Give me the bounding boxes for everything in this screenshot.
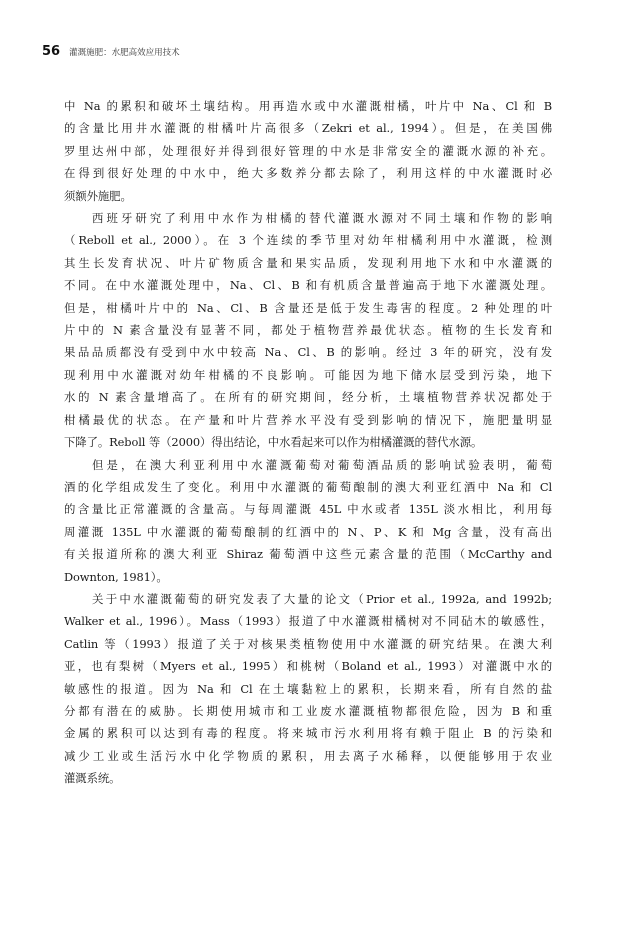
text-line: 片中的 N 素含量没有显著不同，都处于植物营养最优状态。植物的生长发育和 — [64, 323, 552, 338]
text-line: 在得到很好处理的中水中，绝大多数养分都去除了，利用这样的中水灌溉时必 — [64, 166, 552, 181]
text-line: 金属的累积可以达到有毒的程度。将来城市污水利用将有赖于阻止 B 的污染和 — [64, 726, 552, 741]
paragraph — [64, 454, 552, 588]
text-line: 罗里达州中部，处理很好并得到很好管理的中水是非常安全的灌溉水源的补充。 — [64, 143, 552, 158]
body-text — [64, 95, 552, 790]
paragraph — [64, 588, 552, 790]
text-line: 亚，也有梨树（Myers et al., 1995）和桃树（Boland et al., 1993）对灌溉中水的 — [64, 659, 552, 674]
text-line: 柑橘最优的状态。在产量和叶片营养水平没有受到影响的情况下，施肥量明显 — [64, 412, 552, 427]
text-line: Catlin 等（1993）报道了关于对核果类植物使用中水灌溉的研究结果。在澳大利 — [64, 636, 552, 651]
text-line: Walker et al., 1996）。Mass（1993）报道了中水灌溉柑橘树对不同砧木的敏感性， — [64, 614, 552, 629]
text-line: 有关报道所称的澳大利亚 Shiraz 葡萄酒中这些元素含量的范围（McCarthy and — [64, 547, 552, 562]
text-line: 果品品质都没有受到中水中较高 Na、Cl、B 的影响。经过 3 年的研究，没有发 — [64, 345, 552, 360]
running-title: 灌溉施肥：水肥高效应用技术 — [69, 48, 180, 58]
text-line: 但是，柑橘叶片中的 Na、Cl、B 含量还是低于发生毒害的程度。2 种处理的叶 — [64, 300, 552, 315]
paragraph — [64, 207, 552, 453]
page-number: 56 — [42, 44, 61, 59]
text-line: 的含量比用井水灌溉的柑橘叶片高很多（Zekri et al., 1994）。但是，在美国佛 — [64, 121, 552, 136]
text-line: 但是，在澳大利亚利用中水灌溉葡萄对葡萄酒品质的影响试验表明，葡萄 — [92, 457, 552, 472]
text-line: （Reboll et al., 2000）。在 3 个连续的季节里对幼年柑橘利用中水灌溉，检测 — [64, 233, 552, 248]
text-line: 关于中水灌溉葡萄的研究发表了大量的论文（Prior et al., 1992a, and 1992b; — [92, 591, 552, 606]
text-line: 须额外施肥。 — [64, 188, 132, 203]
text-line: 分都有潜在的威胁。长期使用城市和工业废水灌溉植物都很危险，因为 B 和重 — [64, 703, 552, 718]
text-line: 水的 N 素含量增高了。在所有的研究期间，经分析，土壤植物营养状况都处于 — [64, 390, 552, 405]
text-line: 西班牙研究了利用中水作为柑橘的替代灌溉水源对不同土壤和作物的影响 — [92, 211, 552, 226]
text-line: 周灌溉 135L 中水灌溉的葡萄酿制的红酒中的 N、P、K 和 Mg 含量，没有高出 — [64, 524, 552, 539]
text-line: 不同。在中水灌溉处理中，Na、Cl、B 和有机质含量普遍高于地下水灌溉处理。 — [64, 278, 552, 293]
text-line: 敏感性的报道。因为 Na 和 Cl 在土壤黏粒上的累积，长期来看，所有自然的盐 — [64, 681, 552, 696]
paragraph — [64, 95, 552, 207]
text-line: 灌溉系统。 — [64, 771, 121, 786]
text-line: 减少工业或生活污水中化学物质的累积，用去离子水稀释，以便能够用于农业 — [64, 748, 552, 763]
text-line: 其生长发育状况、叶片矿物质含量和果实品质，发现利用地下水和中水灌溉的 — [64, 255, 552, 270]
text-line: 下降了。Reboll 等（2000）得出结论，中水看起来可以作为柑橘灌溉的替代水源。 — [64, 435, 483, 450]
page-header — [42, 44, 180, 59]
text-line: 现利用中水灌溉对幼年柑橘的不良影响。可能因为地下储水层受到污染，地下 — [64, 367, 552, 382]
text-line: 的含量比正常灌溉的含量高。与每周灌溉 45L 中水或者 135L 淡水相比，利用每 — [64, 502, 552, 517]
text-line: 酒的化学组成发生了变化。利用中水灌溉的葡萄酿制的澳大利亚红酒中 Na 和 Cl — [64, 479, 552, 494]
text-line: 中 Na 的累积和破坏土壤结构。用再造水或中水灌溉柑橘，叶片中 Na、Cl 和 B — [64, 99, 552, 113]
text-line: Downton, 1981）。 — [64, 569, 168, 584]
